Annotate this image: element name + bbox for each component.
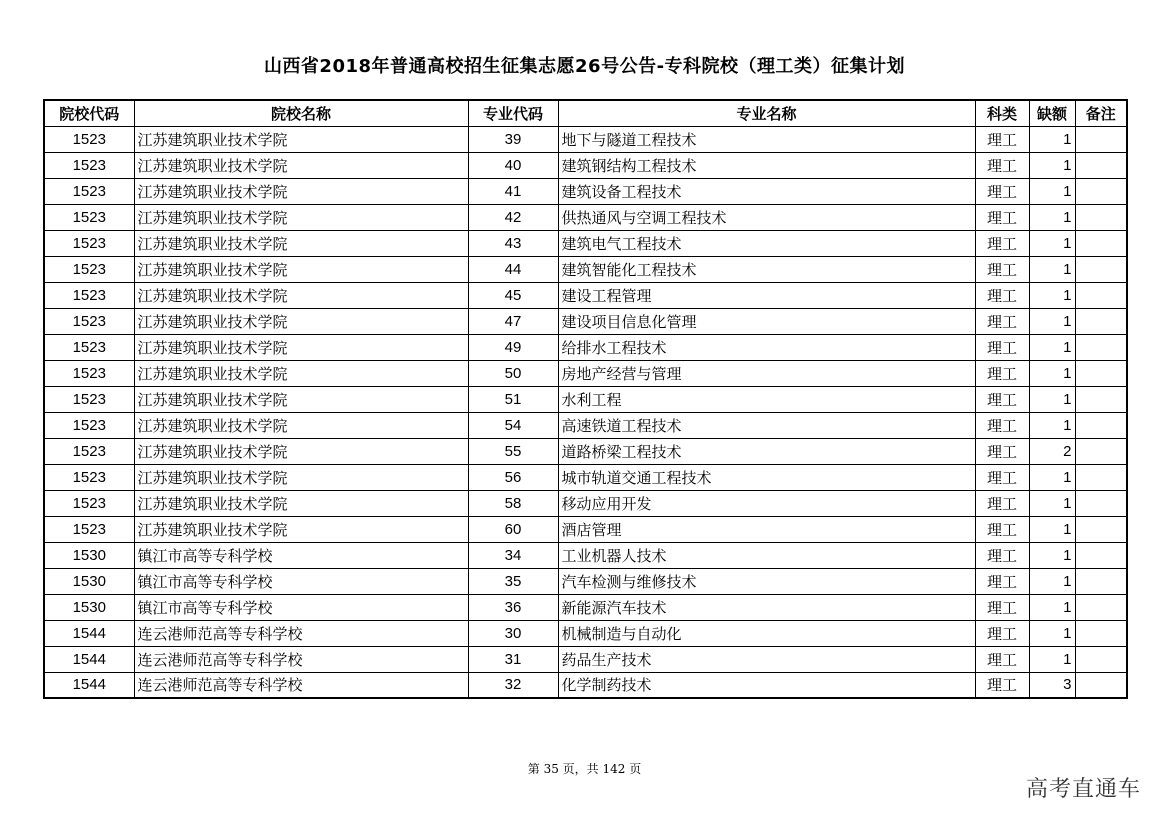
cell-school-code: 1523 xyxy=(44,308,134,334)
header-major-code: 专业代码 xyxy=(468,100,558,126)
cell-remarks xyxy=(1075,360,1127,386)
table-row xyxy=(44,308,1127,334)
cell-school-code: 1523 xyxy=(44,230,134,256)
cell-school-name: 江苏建筑职业技术学院 xyxy=(134,152,468,178)
cell-major-name: 工业机器人技术 xyxy=(558,542,975,568)
cell-major-code: 42 xyxy=(468,204,558,230)
cell-major-code: 34 xyxy=(468,542,558,568)
cell-major-code: 44 xyxy=(468,256,558,282)
cell-category: 理工 xyxy=(975,386,1029,412)
cell-major-name: 城市轨道交通工程技术 xyxy=(558,464,975,490)
cell-major-code: 32 xyxy=(468,672,558,698)
cell-vacancies: 1 xyxy=(1029,516,1075,542)
cell-school-name: 江苏建筑职业技术学院 xyxy=(134,464,468,490)
cell-school-code: 1544 xyxy=(44,646,134,672)
cell-vacancies: 1 xyxy=(1029,490,1075,516)
cell-school-code: 1523 xyxy=(44,126,134,152)
cell-school-name: 江苏建筑职业技术学院 xyxy=(134,256,468,282)
cell-school-name: 镇江市高等专科学校 xyxy=(134,542,468,568)
table-row xyxy=(44,360,1127,386)
cell-category: 理工 xyxy=(975,256,1029,282)
table-body xyxy=(44,126,1127,698)
cell-school-name: 江苏建筑职业技术学院 xyxy=(134,516,468,542)
cell-major-name: 给排水工程技术 xyxy=(558,334,975,360)
cell-school-code: 1544 xyxy=(44,672,134,698)
cell-category: 理工 xyxy=(975,334,1029,360)
cell-vacancies: 1 xyxy=(1029,620,1075,646)
cell-vacancies: 3 xyxy=(1029,672,1075,698)
cell-major-name: 建设项目信息化管理 xyxy=(558,308,975,334)
cell-vacancies: 1 xyxy=(1029,334,1075,360)
cell-major-name: 供热通风与空调工程技术 xyxy=(558,204,975,230)
cell-category: 理工 xyxy=(975,646,1029,672)
header-major-name: 专业名称 xyxy=(558,100,975,126)
cell-vacancies: 1 xyxy=(1029,256,1075,282)
cell-vacancies: 1 xyxy=(1029,152,1075,178)
cell-major-name: 移动应用开发 xyxy=(558,490,975,516)
cell-vacancies: 1 xyxy=(1029,308,1075,334)
table-row xyxy=(44,178,1127,204)
table-row xyxy=(44,646,1127,672)
cell-school-code: 1523 xyxy=(44,282,134,308)
cell-remarks xyxy=(1075,464,1127,490)
table-row xyxy=(44,386,1127,412)
cell-school-code: 1544 xyxy=(44,620,134,646)
cell-vacancies: 1 xyxy=(1029,178,1075,204)
cell-remarks xyxy=(1075,152,1127,178)
cell-major-name: 地下与隧道工程技术 xyxy=(558,126,975,152)
table-row xyxy=(44,490,1127,516)
cell-category: 理工 xyxy=(975,490,1029,516)
header-school-code: 院校代码 xyxy=(44,100,134,126)
page-title: 山西省2018年普通高校招生征集志愿26号公告-专科院校（理工类）征集计划 xyxy=(263,56,906,77)
cell-school-code: 1530 xyxy=(44,568,134,594)
cell-vacancies: 1 xyxy=(1029,126,1075,152)
table-row xyxy=(44,282,1127,308)
cell-school-name: 江苏建筑职业技术学院 xyxy=(134,334,468,360)
cell-remarks xyxy=(1075,412,1127,438)
cell-remarks xyxy=(1075,230,1127,256)
table-row xyxy=(44,516,1127,542)
cell-school-code: 1523 xyxy=(44,516,134,542)
cell-major-code: 51 xyxy=(468,386,558,412)
cell-category: 理工 xyxy=(975,204,1029,230)
cell-vacancies: 1 xyxy=(1029,282,1075,308)
cell-school-name: 江苏建筑职业技术学院 xyxy=(134,386,468,412)
cell-vacancies: 1 xyxy=(1029,412,1075,438)
cell-vacancies: 1 xyxy=(1029,386,1075,412)
table-row xyxy=(44,620,1127,646)
cell-school-name: 连云港师范高等专科学校 xyxy=(134,646,468,672)
header-category: 科类 xyxy=(975,100,1029,126)
cell-vacancies: 1 xyxy=(1029,646,1075,672)
cell-remarks xyxy=(1075,386,1127,412)
cell-remarks xyxy=(1075,516,1127,542)
cell-school-name: 江苏建筑职业技术学院 xyxy=(134,178,468,204)
cell-remarks xyxy=(1075,178,1127,204)
cell-category: 理工 xyxy=(975,126,1029,152)
table-row xyxy=(44,542,1127,568)
cell-category: 理工 xyxy=(975,438,1029,464)
cell-remarks xyxy=(1075,620,1127,646)
cell-vacancies: 1 xyxy=(1029,204,1075,230)
cell-category: 理工 xyxy=(975,282,1029,308)
table-row xyxy=(44,568,1127,594)
cell-school-code: 1523 xyxy=(44,152,134,178)
cell-category: 理工 xyxy=(975,620,1029,646)
cell-school-name: 连云港师范高等专科学校 xyxy=(134,672,468,698)
cell-remarks xyxy=(1075,334,1127,360)
cell-school-name: 镇江市高等专科学校 xyxy=(134,568,468,594)
cell-remarks xyxy=(1075,646,1127,672)
cell-major-code: 30 xyxy=(468,620,558,646)
cell-major-code: 39 xyxy=(468,126,558,152)
table-row xyxy=(44,256,1127,282)
cell-school-name: 江苏建筑职业技术学院 xyxy=(134,412,468,438)
table-header-row xyxy=(44,100,1127,126)
cell-school-name: 江苏建筑职业技术学院 xyxy=(134,360,468,386)
cell-vacancies: 1 xyxy=(1029,594,1075,620)
cell-major-code: 50 xyxy=(468,360,558,386)
cell-school-code: 1523 xyxy=(44,256,134,282)
cell-major-code: 60 xyxy=(468,516,558,542)
cell-major-code: 35 xyxy=(468,568,558,594)
table-row xyxy=(44,672,1127,698)
cell-remarks xyxy=(1075,126,1127,152)
cell-remarks xyxy=(1075,282,1127,308)
cell-category: 理工 xyxy=(975,152,1029,178)
cell-remarks xyxy=(1075,256,1127,282)
cell-school-name: 镇江市高等专科学校 xyxy=(134,594,468,620)
cell-remarks xyxy=(1075,542,1127,568)
cell-school-code: 1523 xyxy=(44,360,134,386)
cell-remarks xyxy=(1075,438,1127,464)
cell-category: 理工 xyxy=(975,594,1029,620)
cell-major-code: 31 xyxy=(468,646,558,672)
table-row xyxy=(44,412,1127,438)
cell-school-code: 1523 xyxy=(44,178,134,204)
cell-vacancies: 2 xyxy=(1029,438,1075,464)
cell-category: 理工 xyxy=(975,672,1029,698)
cell-major-name: 机械制造与自动化 xyxy=(558,620,975,646)
table-row xyxy=(44,594,1127,620)
cell-category: 理工 xyxy=(975,568,1029,594)
cell-major-name: 化学制药技术 xyxy=(558,672,975,698)
cell-category: 理工 xyxy=(975,516,1029,542)
cell-major-name: 房地产经营与管理 xyxy=(558,360,975,386)
cell-school-name: 连云港师范高等专科学校 xyxy=(134,620,468,646)
header-remarks: 备注 xyxy=(1075,100,1127,126)
cell-major-code: 41 xyxy=(468,178,558,204)
cell-major-code: 54 xyxy=(468,412,558,438)
cell-school-name: 江苏建筑职业技术学院 xyxy=(134,126,468,152)
cell-vacancies: 1 xyxy=(1029,230,1075,256)
cell-remarks xyxy=(1075,568,1127,594)
cell-major-name: 建筑设备工程技术 xyxy=(558,178,975,204)
cell-vacancies: 1 xyxy=(1029,360,1075,386)
cell-major-name: 药品生产技术 xyxy=(558,646,975,672)
cell-major-name: 道路桥梁工程技术 xyxy=(558,438,975,464)
cell-major-name: 建筑智能化工程技术 xyxy=(558,256,975,282)
table-row xyxy=(44,334,1127,360)
cell-school-name: 江苏建筑职业技术学院 xyxy=(134,490,468,516)
cell-major-name: 水利工程 xyxy=(558,386,975,412)
table-row xyxy=(44,230,1127,256)
cell-major-code: 55 xyxy=(468,438,558,464)
cell-school-code: 1523 xyxy=(44,386,134,412)
cell-major-code: 45 xyxy=(468,282,558,308)
cell-major-code: 36 xyxy=(468,594,558,620)
cell-major-code: 49 xyxy=(468,334,558,360)
cell-remarks xyxy=(1075,308,1127,334)
cell-major-code: 58 xyxy=(468,490,558,516)
cell-remarks xyxy=(1075,204,1127,230)
cell-school-name: 江苏建筑职业技术学院 xyxy=(134,204,468,230)
header-school-name: 院校名称 xyxy=(134,100,468,126)
cell-major-code: 47 xyxy=(468,308,558,334)
cell-category: 理工 xyxy=(975,230,1029,256)
cell-category: 理工 xyxy=(975,412,1029,438)
enrollment-table xyxy=(43,99,1128,699)
table-row xyxy=(44,464,1127,490)
cell-school-code: 1523 xyxy=(44,438,134,464)
cell-category: 理工 xyxy=(975,360,1029,386)
cell-school-name: 江苏建筑职业技术学院 xyxy=(134,230,468,256)
cell-category: 理工 xyxy=(975,464,1029,490)
cell-major-code: 56 xyxy=(468,464,558,490)
cell-vacancies: 1 xyxy=(1029,568,1075,594)
cell-school-name: 江苏建筑职业技术学院 xyxy=(134,438,468,464)
cell-category: 理工 xyxy=(975,178,1029,204)
cell-remarks xyxy=(1075,594,1127,620)
cell-school-code: 1523 xyxy=(44,412,134,438)
table-row xyxy=(44,126,1127,152)
table-row xyxy=(44,204,1127,230)
cell-vacancies: 1 xyxy=(1029,542,1075,568)
cell-remarks xyxy=(1075,672,1127,698)
table-row xyxy=(44,152,1127,178)
cell-major-name: 汽车检测与维修技术 xyxy=(558,568,975,594)
cell-major-code: 40 xyxy=(468,152,558,178)
cell-major-name: 建筑钢结构工程技术 xyxy=(558,152,975,178)
cell-major-name: 建筑电气工程技术 xyxy=(558,230,975,256)
cell-school-code: 1523 xyxy=(44,334,134,360)
cell-school-code: 1523 xyxy=(44,204,134,230)
table-row xyxy=(44,438,1127,464)
cell-vacancies: 1 xyxy=(1029,464,1075,490)
cell-major-name: 酒店管理 xyxy=(558,516,975,542)
cell-major-name: 建设工程管理 xyxy=(558,282,975,308)
cell-school-name: 江苏建筑职业技术学院 xyxy=(134,308,468,334)
cell-major-code: 43 xyxy=(468,230,558,256)
cell-remarks xyxy=(1075,490,1127,516)
cell-school-code: 1523 xyxy=(44,490,134,516)
cell-major-name: 高速铁道工程技术 xyxy=(558,412,975,438)
watermark: 高考直通车 xyxy=(1025,777,1141,802)
cell-school-code: 1530 xyxy=(44,594,134,620)
cell-category: 理工 xyxy=(975,308,1029,334)
cell-school-code: 1530 xyxy=(44,542,134,568)
cell-school-name: 江苏建筑职业技术学院 xyxy=(134,282,468,308)
page-footer: 第 35 页，共 142 页 xyxy=(527,762,642,776)
cell-major-name: 新能源汽车技术 xyxy=(558,594,975,620)
cell-school-code: 1523 xyxy=(44,464,134,490)
cell-category: 理工 xyxy=(975,542,1029,568)
header-vacancies: 缺额 xyxy=(1029,100,1075,126)
